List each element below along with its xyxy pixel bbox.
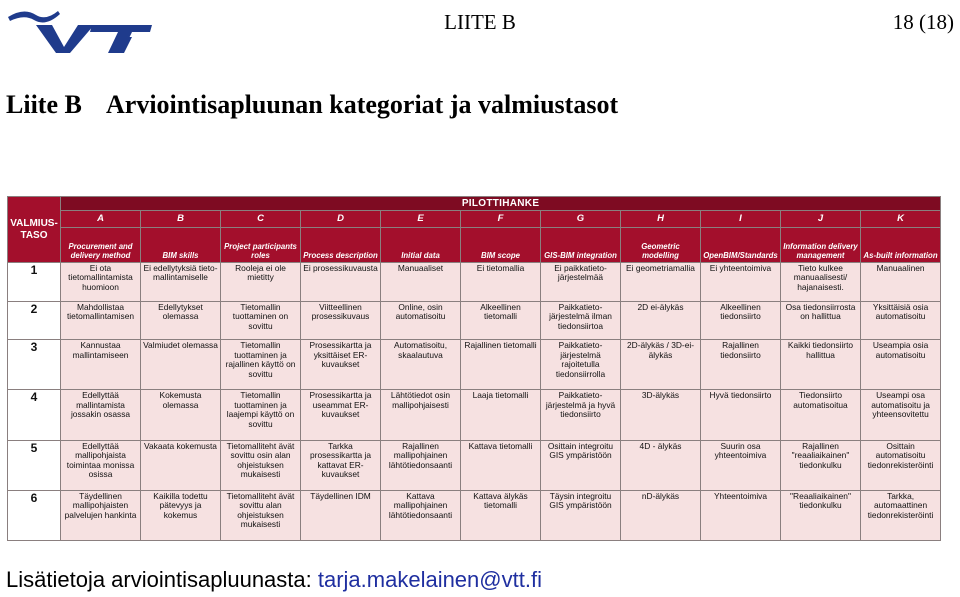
page-number: 18 (18) [892,10,954,34]
column-letter: D [301,211,381,228]
table-cell: Täydellinen IDM [301,490,381,540]
category-header: Procurement and delivery method [61,228,141,263]
table-cell: "Reaaliaikainen" tiedonkulku [781,490,861,540]
table-cell: Tarkka prosessikartta ja kattavat ER-kuvaukset [301,440,381,490]
column-letter: F [461,211,541,228]
column-letter: A [61,211,141,228]
category-header: BIM scope [461,228,541,263]
table-cell: Manuaaliset [381,263,461,302]
table-cell: Lähtötiedot osin mallipohjaisesti [381,390,461,440]
column-letter: H [621,211,701,228]
column-letter: C [221,211,301,228]
level-header: VALMIUS-TASO [8,197,61,263]
table-cell: Tietomallin tuottaminen ja laajempi käyttö on sovittu [221,390,301,440]
table-cell: Automatisoitu, skaalautuva [381,340,461,390]
project-banner: PILOTTIHANKE [61,197,941,211]
category-header: Process description [301,228,381,263]
category-header: OpenBIM/Standards [701,228,781,263]
table-cell: Tietomallin tuottaminen on sovittu [221,301,301,340]
table-cell: Kaikki tiedonsiirto hallittua [781,340,861,390]
level-number: 2 [8,301,61,340]
contact-email-link[interactable]: tarja.makelainen@vtt.fi [317,567,542,592]
table-cell: Alkeellinen tietomalli [461,301,541,340]
table-cell: Online, osin automatisoitu [381,301,461,340]
table-cell: Paikkatieto-järjestelmä ja hyvä tiedonsiirto [541,390,621,440]
level-number: 3 [8,340,61,390]
table-cell: Edellytykset olemassa [141,301,221,340]
column-letter: J [781,211,861,228]
title-label: Liite B [6,90,82,119]
table-row [8,440,941,490]
table-cell: Tieto kulkee manuaalisesti/ hajanaisesti. [781,263,861,302]
footer-text: Lisätietoja arviointisapluunasta: [6,567,318,592]
column-letter: G [541,211,621,228]
appendix-label: LIITE B [444,10,516,34]
level-number: 4 [8,390,61,440]
table-cell: Suurin osa yhteentoimiva [701,440,781,490]
table-cell: Tietomalliteht ävät sovittu alan ohjeistuksen mukaisesti [221,490,301,540]
category-header: Initial data [381,228,461,263]
table-cell: Täysin integroitu GIS ympäristöön [541,490,621,540]
table-cell: Kannustaa mallintamiseen [61,340,141,390]
table-cell: nD-älykäs [621,490,701,540]
category-header: Project participants roles [221,228,301,263]
table-cell: Ei paikkatieto-järjestelmää [541,263,621,302]
table-cell: Hyvä tiedonsiirto [701,390,781,440]
table-cell: Osittain integroitu GIS ympäristöön [541,440,621,490]
table-cell: Tiedonsiirto automatisoitua [781,390,861,440]
table-cell: Rajallinen tiedonsiirto [701,340,781,390]
table-cell: Rajallinen mallipohjainen lähtötiedonsaanti [381,440,461,490]
table-row [8,340,941,390]
table-cell: Ei ota tietomallintamista huomioon [61,263,141,302]
table-cell: Kattava mallipohjainen lähtötiedonsaanti [381,490,461,540]
category-header: Information delivery management [781,228,861,263]
table-cell: Ei prosessikuvausta [301,263,381,302]
category-header: As-built information [861,228,941,263]
table-cell: Useampia osia automatisoitu [861,340,941,390]
column-letter: E [381,211,461,228]
table-cell: 4D - älykäs [621,440,701,490]
table-cell: Alkeellinen tiedonsiirto [701,301,781,340]
column-letter: B [141,211,221,228]
table-cell: Paikkatieto-järjestelmä rajoitetulla tiedonsiirrolla [541,340,621,390]
table-cell: 2D-älykäs / 3D-ei-älykäs [621,340,701,390]
table-cell: Useampi osa automatisoitu ja yhteensovitettu [861,390,941,440]
category-header: BIM skills [141,228,221,263]
table-cell: Osittain automatisoitu tiedonrekisteröinti [861,440,941,490]
table-cell: Ei tietomallia [461,263,541,302]
table-cell: Valmiudet olemassa [141,340,221,390]
table-cell: Prosessikartta ja useammat ER-kuvaukset [301,390,381,440]
table-row [8,301,941,340]
column-letter: K [861,211,941,228]
table-cell: Ei yhteentoimiva [701,263,781,302]
level-number: 6 [8,490,61,540]
table-cell: Rooleja ei ole mietitty [221,263,301,302]
readiness-table [7,196,940,541]
table-cell: Laaja tietomalli [461,390,541,440]
readiness-grid [7,196,941,541]
table-cell: Mahdollistaa tietomallintamisen [61,301,141,340]
table-cell: Kattava älykäs tietomalli [461,490,541,540]
table-cell: Täydellinen mallipohjaisten palvelujen hankinta [61,490,141,540]
footer [6,567,542,593]
table-cell: Kattava tietomalli [461,440,541,490]
column-letter: I [701,211,781,228]
table-cell: Rajallinen tietomalli [461,340,541,390]
table-cell: Ei edellytyksiä tieto-mallintamiselle [141,263,221,302]
table-cell: Ei geometriamallia [621,263,701,302]
table-cell: Yksittäisiä osia automatisoitu [861,301,941,340]
table-cell: Osa tiedonsiirrosta on hallittua [781,301,861,340]
table-cell: Manuaalinen [861,263,941,302]
table-cell: Yhteentoimiva [701,490,781,540]
title-text: Arviointisapluunan kategoriat ja valmiustasot [106,90,619,119]
table-row [8,390,941,440]
category-header: Geometric modelling [621,228,701,263]
table-cell: Paikkatieto-järjestelmä ilman tiedonsiirtoa [541,301,621,340]
table-cell: Viitteellinen prosessikuvaus [301,301,381,340]
table-cell: Kokemusta olemassa [141,390,221,440]
table-cell: Kaikilla todettu pätevyys ja kokemus [141,490,221,540]
level-number: 1 [8,263,61,302]
table-cell: Edellyttää mallintamista jossakin osassa [61,390,141,440]
level-number: 5 [8,440,61,490]
table-cell: Tietomallin tuottaminen ja rajallinen käyttö on sovittu [221,340,301,390]
table-cell: 2D ei-älykäs [621,301,701,340]
table-row [8,263,941,302]
page-title [6,90,618,120]
table-cell: Tietomalliteht ävät sovittu osin alan ohjeistuksen mukaisesti [221,440,301,490]
table-cell: Tarkka, automaattinen tiedonrekisteröinti [861,490,941,540]
table-cell: 3D-älykäs [621,390,701,440]
category-header: GIS-BIM integration [541,228,621,263]
table-cell: Vakaata kokemusta [141,440,221,490]
table-cell: Prosessikartta ja yksittäiset ER-kuvaukset [301,340,381,390]
table-cell: Rajallinen "reaaliaikainen" tiedonkulku [781,440,861,490]
table-cell: Edellyttää mallipohjaista toimintaa monissa osissa [61,440,141,490]
table-row [8,490,941,540]
